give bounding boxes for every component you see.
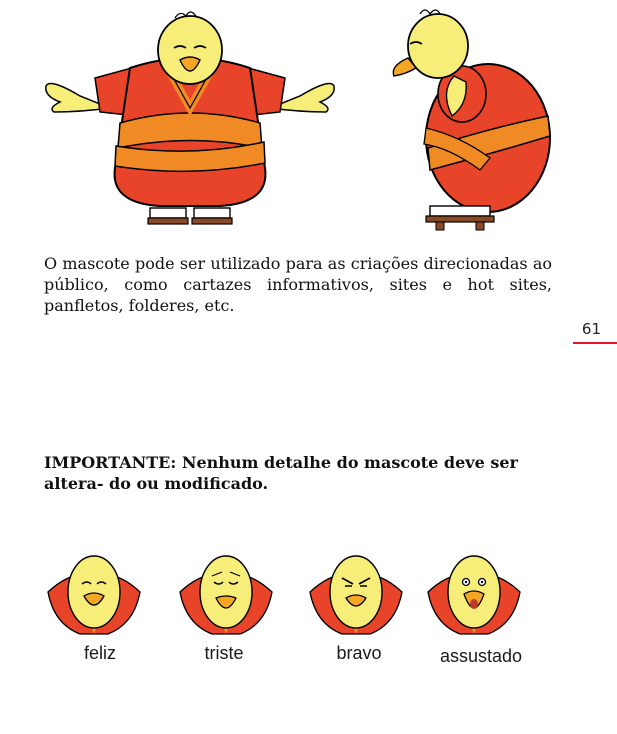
important-notice	[44, 452, 552, 494]
caption-triste: triste	[204, 643, 244, 663]
important-text: Nenhum detalhe do mascote deve ser altera- do ou modificado.	[44, 453, 518, 493]
caption-feliz: feliz	[83, 643, 116, 663]
face-feliz-illustration	[44, 548, 144, 640]
caption-assustado: assustado	[439, 646, 523, 666]
mascot-side-illustration	[370, 8, 560, 233]
page-number: 61	[581, 320, 601, 338]
mascot-usage-paragraph: O mascote pode ser utilizado para as criações direcionadas ao público, como cartazes informativos, sites e hot sites, panfletos, folderes, etc.	[44, 254, 552, 315]
caption-bravo: bravo	[336, 643, 382, 663]
face-assustado-illustration	[424, 548, 524, 640]
mascot-front-illustration	[40, 8, 340, 233]
face-triste-illustration	[176, 548, 276, 640]
face-bravo-illustration	[306, 548, 406, 640]
important-label: IMPORTANTE:	[44, 453, 177, 472]
page-number-rule	[573, 342, 617, 344]
